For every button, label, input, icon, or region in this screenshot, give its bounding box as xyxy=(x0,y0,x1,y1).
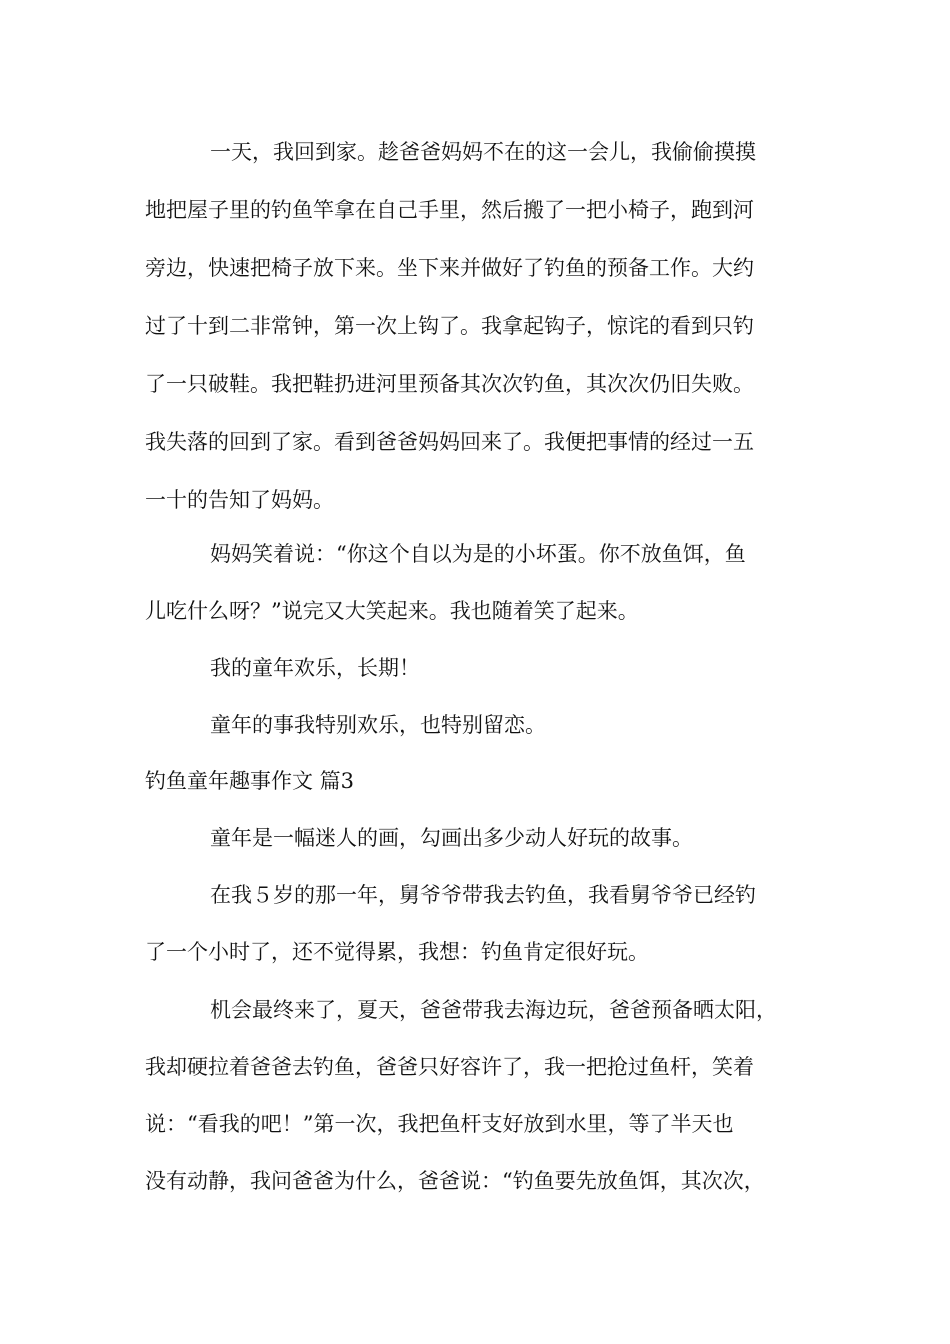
paragraph-line: 旁边，快速把椅子放下来。坐下来并做好了钓鱼的预备工作。大约 xyxy=(145,256,754,280)
paragraph-line: 说：“看我的吧！”第一次，我把鱼杆支好放到水里，等了半天也 xyxy=(145,1112,734,1136)
section-heading: 钓鱼童年趣事作文 篇3 xyxy=(145,769,355,793)
paragraph-line: 童年的事我特别欢乐，也特别留恋。 xyxy=(210,713,546,737)
paragraph-line: 了一个小时了，还不觉得累，我想：钓鱼肯定很好玩。 xyxy=(145,940,649,964)
paragraph-line: 儿吃什么呀？”说完又大笑起来。我也随着笑了起来。 xyxy=(145,599,639,623)
paragraph-line: 我的童年欢乐，长期！ xyxy=(210,656,420,680)
paragraph-line: 一十的告知了妈妈。 xyxy=(145,488,334,512)
paragraph-line: 我却硬拉着爸爸去钓鱼，爸爸只好容许了，我一把抢过鱼杆，笑着 xyxy=(145,1055,754,1079)
paragraph-line: 在我５岁的那一年，舅爷爷带我去钓鱼，我看舅爷爷已经钓 xyxy=(210,883,756,907)
paragraph-line: 过了十到二非常钟，第一次上钩了。我拿起钩子，惊诧的看到只钓 xyxy=(145,314,754,338)
paragraph-line: 妈妈笑着说：“你这个自以为是的小坏蛋。你不放鱼饵，鱼 xyxy=(210,542,746,566)
paragraph-line: 机会最终来了，夏天，爸爸带我去海边玩，爸爸预备晒太阳， xyxy=(210,998,777,1022)
paragraph-line: 没有动静，我问爸爸为什么，爸爸说：“钓鱼要先放鱼饵，其次次， xyxy=(145,1169,765,1193)
paragraph-line: 童年是一幅迷人的画，勾画出多少动人好玩的故事。 xyxy=(210,826,693,850)
paragraph-line: 我失落的回到了家。看到爸爸妈妈回来了。我便把事情的经过一五 xyxy=(145,430,754,454)
paragraph-line: 一天，我回到家。趁爸爸妈妈不在的这一会儿，我偷偷摸摸 xyxy=(210,140,756,164)
paragraph-line: 了一只破鞋。我把鞋扔进河里预备其次次钓鱼，其次次仍旧失败。 xyxy=(145,372,754,396)
paragraph-line: 地把屋子里的钓鱼竿拿在自己手里，然后搬了一把小椅子，跑到河 xyxy=(145,198,754,222)
